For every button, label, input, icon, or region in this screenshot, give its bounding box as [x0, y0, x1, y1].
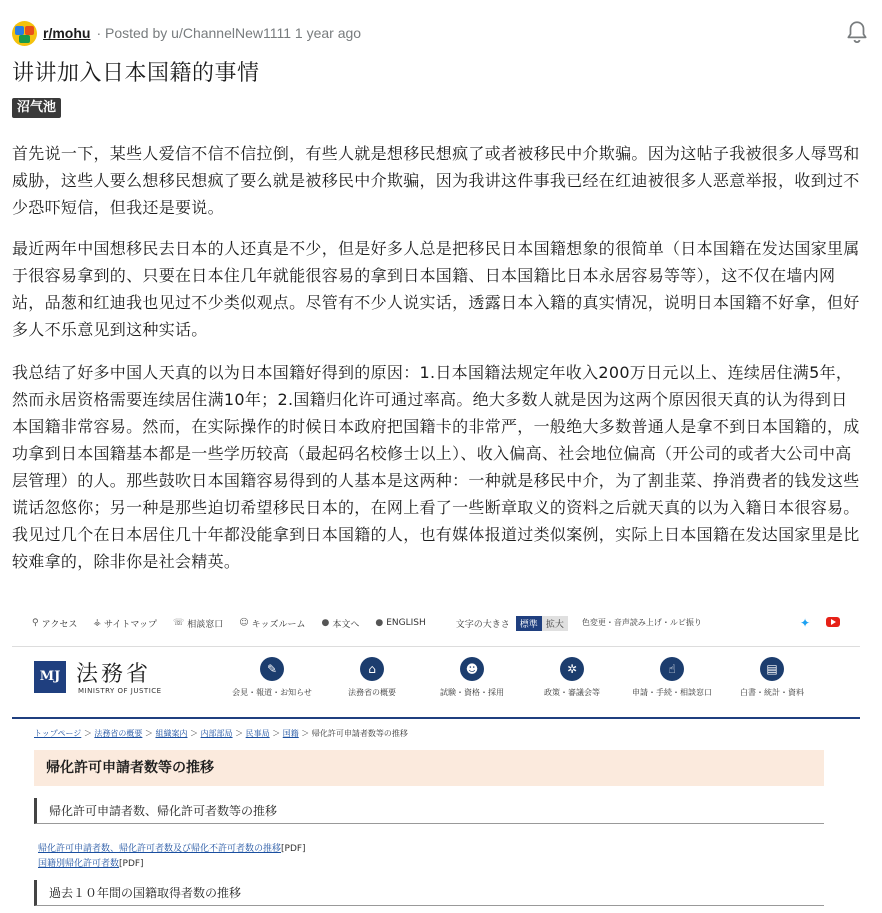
post-paragraph-3: 我总结了好多中国人天真的以为日本国籍好得到的原因：1.日本国籍法规定年收入200万日元以上、连续居住满5年，然而永居资格需要连续居住满10年；2.国籍归化许可通过率高。绝大多数人就是因为这两个原因很天真的认为得到日本国籍非常容易。然而，在实际操作的时候日本政府把国籍卡的非常严，一般绝大多数普通人是拿不到日本国籍的，成功拿到日本国籍基本都是一些学历较高（最起码名校修士以上）、收入偏高、社会地位偏高（开公司的或者大公司中高层管理）的人。那些鼓吹日本国籍容易得到的人基本是这两种：一种就是移民中介，为了割韭菜、挣消费者的钱发这些谎话忽悠你；另一种是那些迫切希望移民日本的，在网上看了一些断章取义的资料之后就天真的以为入籍日本很容易。我见过几个在日本居住几十年都没能拿到日本国籍的人，也有媒体报道过类似案例，实际上日本国籍在发达国家里是比较难拿的，除非你是社会精英。	[12, 363, 860, 571]
moj-page-heading: 帰化許可申請者数等の推移	[34, 750, 824, 786]
moj-nav	[222, 657, 822, 698]
moj-link-access: ⚲ アクセス	[32, 618, 78, 630]
moj-logo: MJ	[34, 661, 66, 693]
chat-icon: ☏	[173, 618, 185, 628]
moj-nav-overview: ⌂ 法務省の概要	[322, 657, 422, 698]
people-icon: ☻	[460, 657, 484, 681]
moj-header	[12, 646, 860, 719]
bullet-icon: ●	[375, 618, 384, 628]
font-standard-button: 標準	[516, 616, 542, 631]
kids-icon: ☺	[239, 618, 249, 628]
gear-icon: ✲	[560, 657, 584, 681]
moj-name-en: MINISTRY OF JUSTICE	[78, 687, 162, 695]
hand-icon: ☝	[660, 657, 684, 681]
moj-pdf-link-1: 帰化許可申請者数、帰化許可者数及び帰化不許可者数の推移[PDF]	[38, 844, 306, 854]
moj-nav-news: ✎ 会見・報道・お知らせ	[222, 657, 322, 698]
moj-link-consult: ☏ 相談窓口	[173, 618, 224, 630]
youtube-icon	[826, 617, 840, 627]
moj-link-kids: ☺ キッズルーム	[239, 618, 306, 630]
moj-font-size: 文字の大きさ 標準 拡大	[456, 616, 568, 631]
embedded-screenshot-moj[interactable]	[12, 600, 860, 913]
moj-link-english: ● ENGLISH	[375, 618, 426, 628]
post-paragraph-2: 最近两年中国想移民去日本的人还真是不少，但是好多人总是把移民日本国籍想象的很简单（日本国籍在发达国家里属于很容易拿到的、只要在日本住几年就能很容易的拿到日本国籍、日本国籍比日本永居容易等等），这不仅在墙内网站，品葱和红迪我也见过不少类似观点。尽管有不少人说实话，透露日本入籍的真实情况，说明日本国籍不好拿，但好多人不乐意见到这种实话。	[12, 239, 860, 339]
post-title[interactable]: 讲讲加入日本国籍的事情	[12, 61, 260, 86]
moj-subheading-2: 過去１０年間の国籍取得者数の推移	[34, 880, 824, 906]
sitemap-icon: ⚶	[93, 618, 101, 628]
moj-name: 法務省	[76, 662, 152, 687]
moj-nav-whitepaper: ▤ 白書・統計・資料	[722, 657, 822, 698]
megaphone-icon: ✎	[260, 657, 284, 681]
subreddit-link[interactable]: r/mohu	[43, 25, 91, 41]
moj-breadcrumb: トップページ ＞ 法務省の概要 ＞ 組織案内 ＞ 内部部局 ＞ 民事局 ＞ 国籍 ＞ 帰化許可申請者数等の推移	[34, 729, 408, 738]
post-paragraph-1: 首先说一下，某些人爱信不信不信拉倒，有些人就是想移民想疯了或者被移民中介欺骗。因为这帖子我被很多人辱骂和威胁，这些人要么想移民想疯了要么就是被移民中介欺骗，因为我讲这件事我已经在红迪被很多人恶意举报，收到过不少恐吓短信，但我还是要说。	[12, 144, 860, 217]
document-icon: ▤	[760, 657, 784, 681]
moj-nav-policy: ✲ 政策・審議会等	[522, 657, 622, 698]
post-meta: · Posted by u/ChannelNew1111 1 year ago	[96, 25, 362, 41]
moj-nav-exam: ☻ 試験・資格・採用	[422, 657, 522, 698]
moj-link-main: ● 本文へ	[321, 618, 360, 630]
subreddit-avatar[interactable]	[12, 21, 37, 46]
moj-nav-application: ☝ 申請・手続・相談窓口	[622, 657, 722, 698]
post-flair[interactable]: 沼气池	[12, 98, 61, 118]
bell-icon[interactable]	[844, 19, 870, 45]
building-icon: ⌂	[360, 657, 384, 681]
font-large-button: 拡大	[542, 616, 568, 631]
moj-subheading: 帰化許可申請者数、帰化許可者数等の推移	[34, 798, 824, 824]
moj-sns	[800, 617, 840, 629]
twitter-icon: ✦	[800, 616, 811, 630]
moj-utility-bar	[32, 610, 840, 636]
moj-color-change: 色変更・音声読み上げ・ルビ振り	[581, 618, 702, 627]
post-header	[12, 20, 361, 46]
moj-link-sitemap: ⚶ サイトマップ	[93, 618, 157, 630]
bullet-icon: ●	[321, 618, 330, 628]
moj-pdf-link-2: 国籍別帰化許可者数[PDF]	[38, 859, 144, 869]
pin-icon: ⚲	[32, 618, 39, 628]
